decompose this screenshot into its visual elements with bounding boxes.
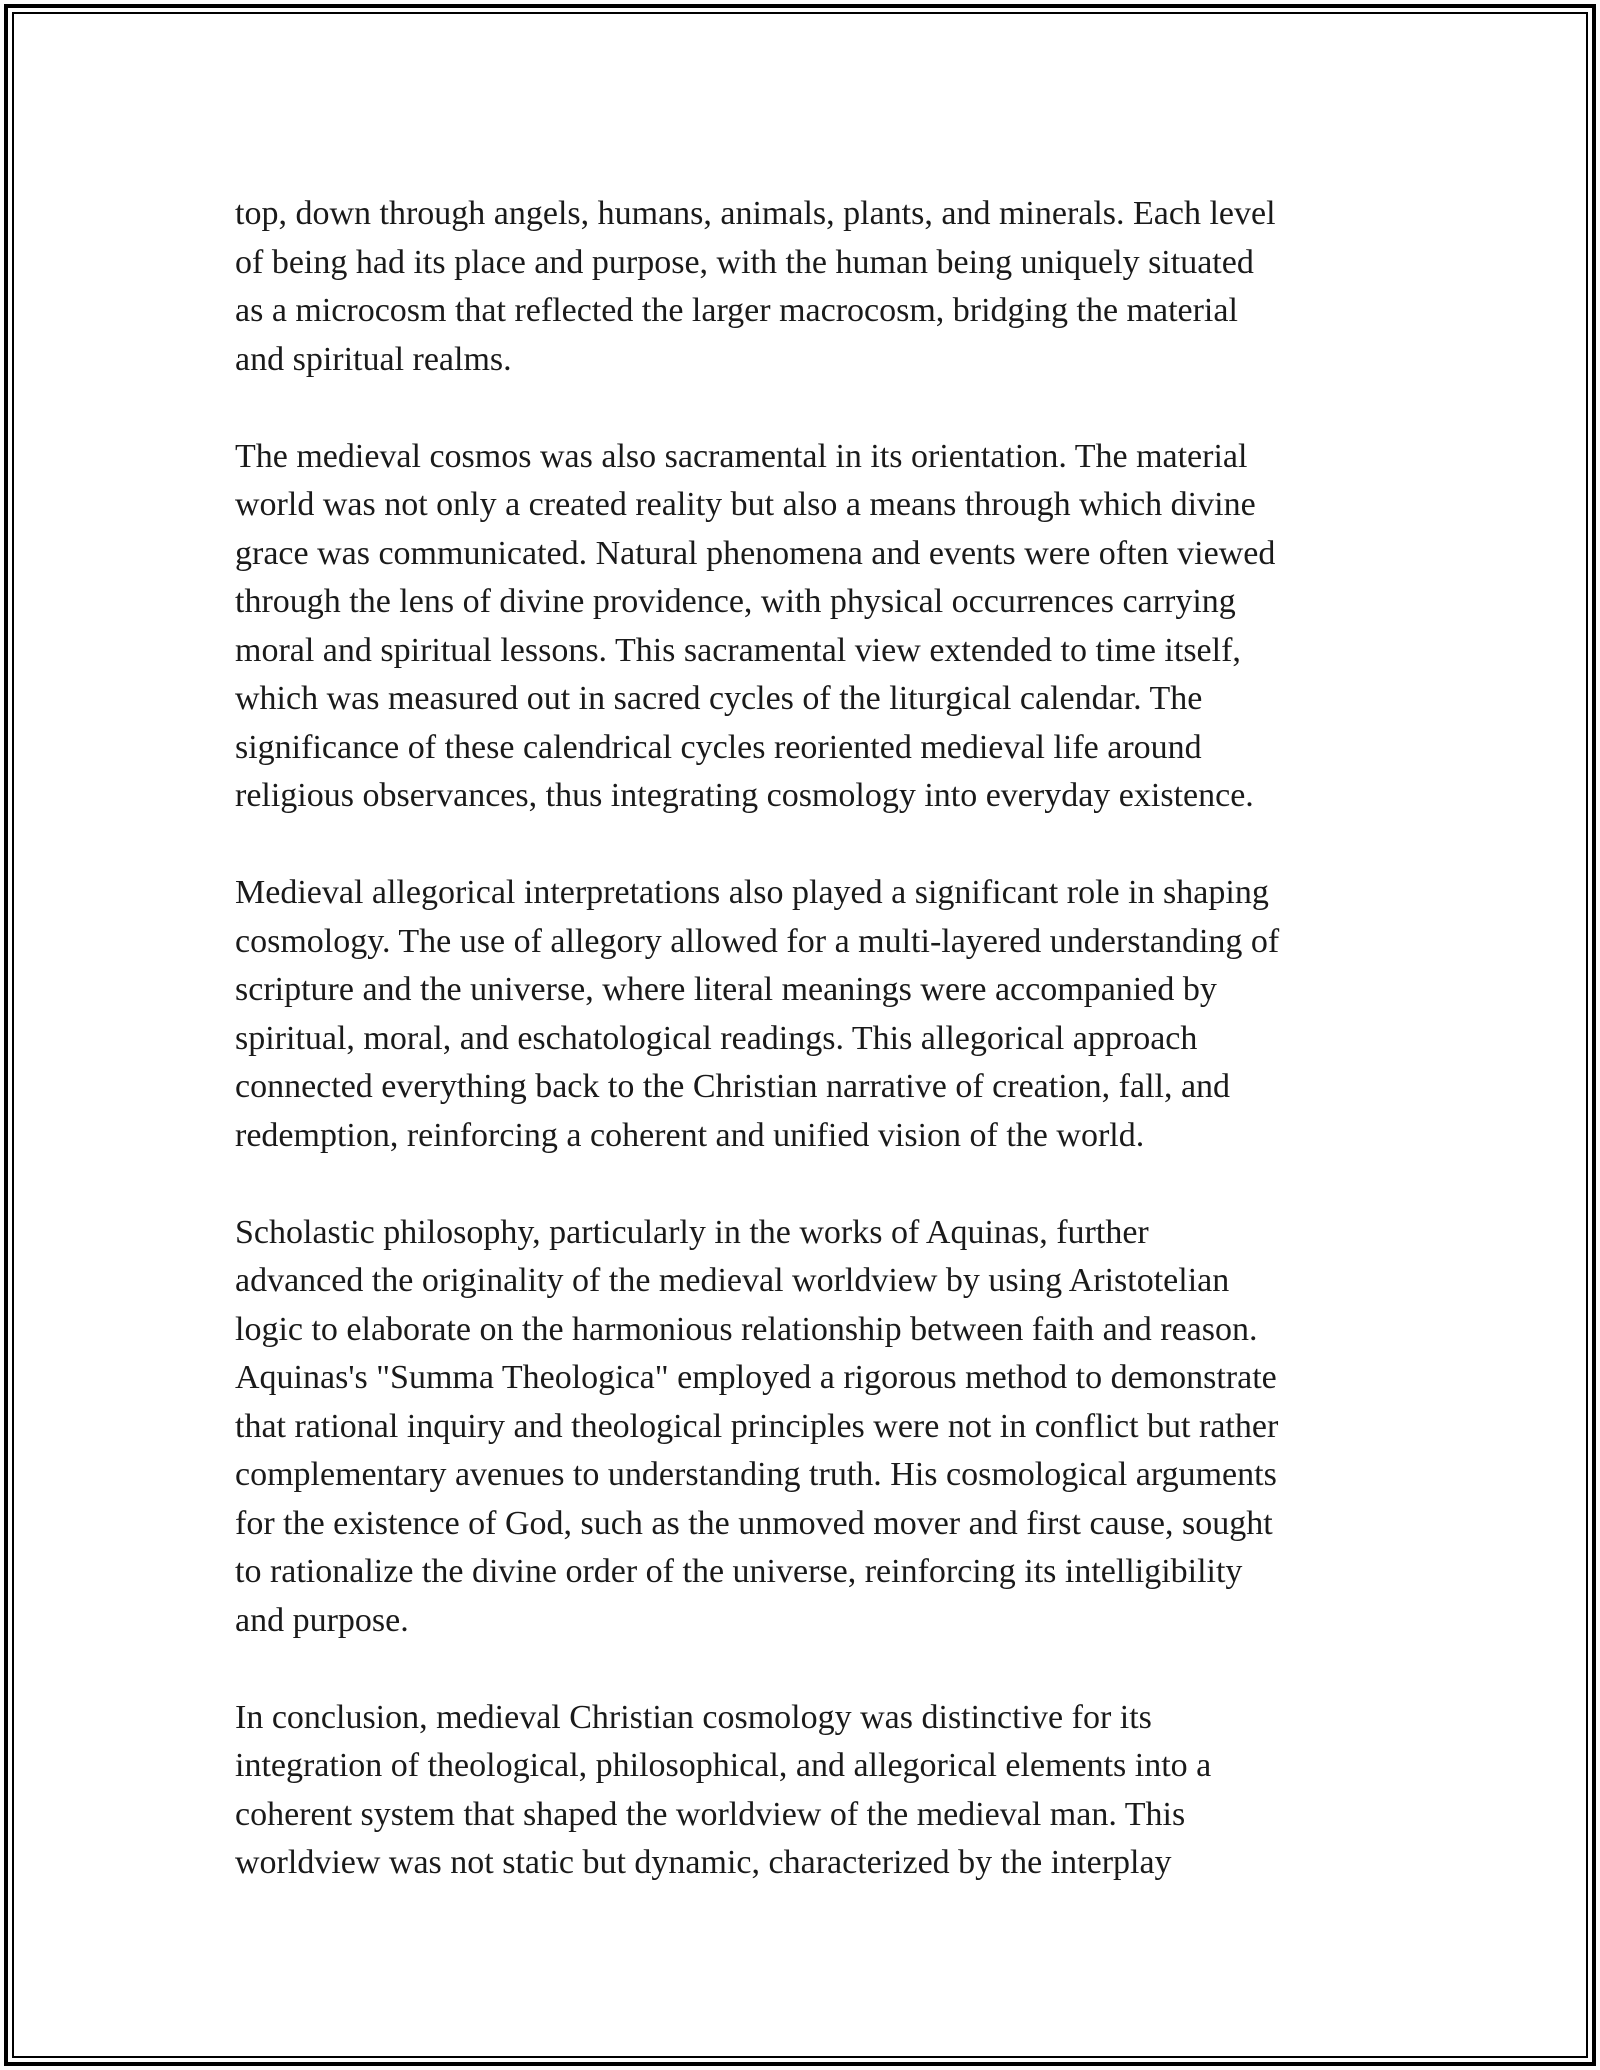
text-line: Scholastic philosophy, particularly in the works of Aquinas, further [235, 1213, 1149, 1251]
text-line: that rational inquiry and theological principles were not in conflict but rather [235, 1407, 1279, 1445]
paragraph-3 [235, 869, 1405, 1160]
document-body [235, 190, 1405, 1936]
text-line: coherent system that shaped the worldview of the medieval man. This [235, 1795, 1186, 1833]
text-line: religious observances, thus integrating cosmology into everyday existence. [235, 777, 1254, 814]
text-line: scripture and the universe, where literal meanings were accompanied by [235, 971, 1217, 1008]
text-line: as a microcosm that reflected the larger macrocosm, bridging the material [235, 292, 1238, 329]
paragraph-5 [235, 1694, 1405, 1888]
text-line: which was measured out in sacred cycles of the liturgical calendar. The [235, 680, 1203, 717]
paragraph-1 [235, 190, 1405, 384]
text-line: of being had its place and purpose, with the human being uniquely situated [235, 243, 1254, 281]
text-line: significance of these calendrical cycles reoriented medieval life around [235, 728, 1202, 766]
text-line: integration of theological, philosophical, and allegorical elements into a [235, 1747, 1212, 1784]
text-line: redemption, reinforcing a coherent and unified vision of the world. [235, 1116, 1145, 1154]
text-line: and purpose. [235, 1601, 409, 1639]
paragraph-4 [235, 1209, 1405, 1646]
text-line: top, down through angels, humans, animals, plants, and minerals. Each level [235, 195, 1276, 232]
text-line: Medieval allegorical interpretations also played a significant role in shaping [235, 874, 1269, 911]
text-line: moral and spiritual lessons. This sacramental view extended to time itself, [235, 631, 1241, 669]
text-line: complementary avenues to understanding truth. His cosmological arguments [235, 1456, 1277, 1493]
text-line: through the lens of divine providence, with physical occurrences carrying [235, 583, 1236, 620]
text-line: Aquinas's "Summa Theologica" employed a rigorous method to demonstrate [235, 1359, 1277, 1396]
text-line: cosmology. The use of allegory allowed for a multi-layered understanding of [235, 922, 1280, 960]
text-line: worldview was not static but dynamic, characterized by the interplay [235, 1844, 1172, 1881]
text-line: spiritual, moral, and eschatological readings. This allegorical approach [235, 1019, 1198, 1057]
paragraph-2 [235, 433, 1405, 821]
text-line: connected everything back to the Christian narrative of creation, fall, and [235, 1068, 1231, 1105]
text-line: for the existence of God, such as the unmoved mover and first cause, sought [235, 1504, 1273, 1542]
text-line: world was not only a created reality but also a means through which divine [235, 486, 1256, 523]
text-line: and spiritual realms. [235, 340, 512, 378]
text-line: In conclusion, medieval Christian cosmology was distinctive for its [235, 1698, 1152, 1736]
text-line: to rationalize the divine order of the universe, reinforcing its intelligibility [235, 1553, 1243, 1590]
text-line: The medieval cosmos was also sacramental in its orientation. The material [235, 437, 1248, 475]
text-line: logic to elaborate on the harmonious relationship between faith and reason. [235, 1310, 1258, 1348]
text-line: grace was communicated. Natural phenomena and events were often viewed [235, 534, 1276, 572]
text-line: advanced the originality of the medieval worldview by using Aristotelian [235, 1262, 1230, 1299]
